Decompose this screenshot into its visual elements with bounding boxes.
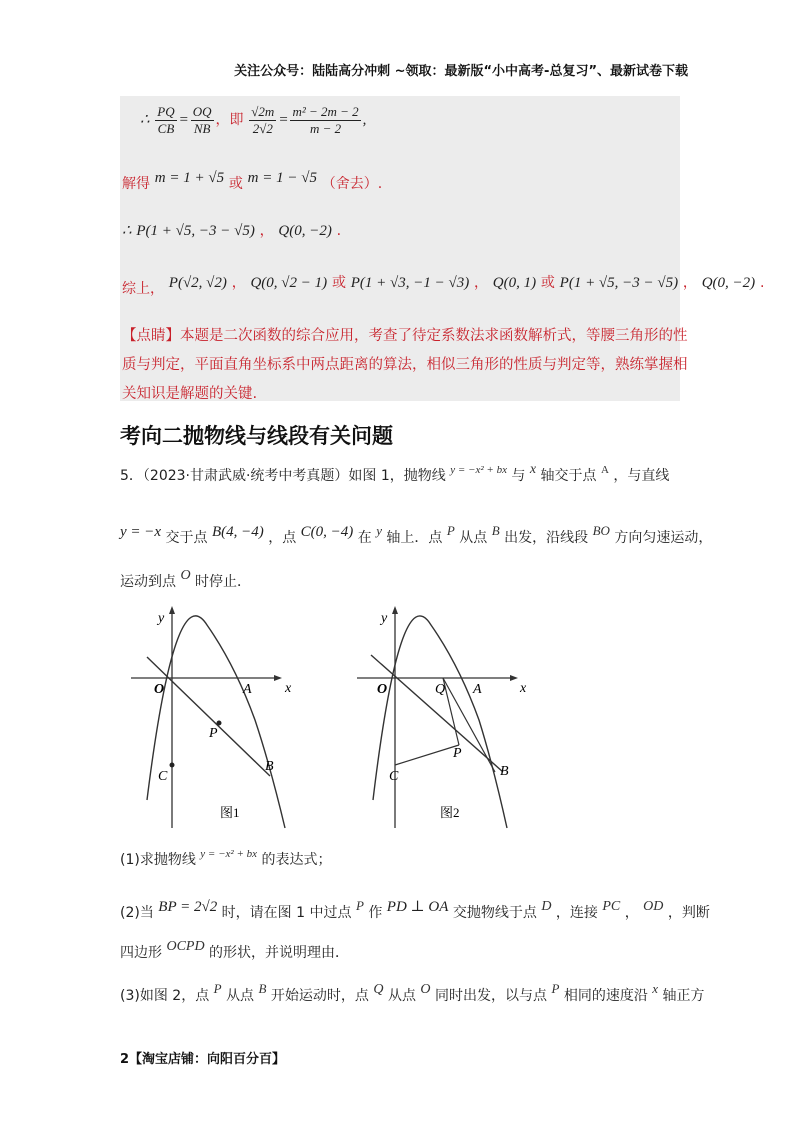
problem-line-3: 运动到点 O 时停止． <box>120 568 252 590</box>
section-title: 考向二抛物线与线段有关问题 <box>120 424 393 448</box>
x-axis-label: x <box>285 681 292 696</box>
label-p: P <box>453 746 462 761</box>
problem-line-2: y = −x 交于点 B(4, −4) ，点 C(0, −4) 在 y 轴上．点 P 从点 B 出发，沿线段 BO 方向匀速运动， <box>120 523 713 546</box>
therefore-symbol: ∴ <box>140 111 150 128</box>
line-y-neg-x <box>147 657 270 776</box>
label-a: A <box>473 682 482 697</box>
x-axis-label: x <box>520 681 527 696</box>
figure-1 <box>125 600 315 830</box>
label-b: B <box>265 759 274 774</box>
label-q: Q <box>435 682 446 697</box>
question-3: (3)如图 2，点 P 从点 B 开始运动时，点 Q 从点 O 同时出发，以与点 P 相同的速度沿 x 轴正方 <box>120 981 705 1004</box>
segment-qp <box>443 678 459 745</box>
question-1: (1)求抛物线 $^{y = -x^2 + bx}$ 的表达式； <box>120 848 332 868</box>
point-c <box>170 763 175 768</box>
fraction-oq-nb: $\frac{OQ}{NB}$ <box>192 104 212 136</box>
solution-line-3: ∴ P(1 + √5, −3 − √5) ， Q(0, −2) . <box>122 223 342 239</box>
parabola-curve <box>147 616 285 828</box>
ji-text: ，即 <box>215 111 244 128</box>
label-c: C <box>158 769 168 784</box>
figure-2 <box>355 600 545 830</box>
solution-line-2: 解得 m = 1 + √5 或 m = 1 − √5 （舍去）. <box>122 170 383 192</box>
page-header: 关注公众号：陆陆高分冲刺 ~领取：最新版“小中高考-总复习”、最新试卷下载 <box>234 64 688 79</box>
label-o: O <box>154 682 165 697</box>
figure-1-caption: 图1 <box>220 805 240 820</box>
fraction-root2m: $\frac{√2m}{2√2}$ <box>251 104 275 136</box>
page-footer: 2【淘宝店铺：向阳百分百】 <box>120 1052 286 1067</box>
solution-line-1: ∴ $\frac{PQ}{CB}$ = $\frac{OQ}{NB}$ ，即 $\frac{√2m}{2√2}$ = $\frac{\text{m² − 2m − 2}}{m - 2}$ , <box>140 104 367 136</box>
y-axis-label: y <box>381 611 388 626</box>
fraction-pq-cb: $\frac{PQ}{CB}$ <box>157 104 175 136</box>
segment-cp <box>395 745 459 765</box>
x-axis-arrow <box>274 675 282 681</box>
x-axis-arrow <box>510 675 518 681</box>
figure-2-caption: 图2 <box>440 805 460 820</box>
key-point-comment: 【点睛】本题是二次函数的综合应用，考查了待定系数法求函数解析式，等腰三角形的性 质与判定，平面直角坐标系中两点距离的算法，相似三角形的性质与判定等，熟练掌握相 关知识是解题的关键. <box>122 328 688 402</box>
label-a: A <box>243 682 252 697</box>
label-p: P <box>209 726 218 741</box>
label-c: C <box>389 769 399 784</box>
question-2: (2)当 BP = 2√2 时，请在图 1 中过点 P 作 PD ⊥ OA 交抛物线于点 D ，连接 PC ， OD ，判断 <box>120 898 710 921</box>
label-o: O <box>377 682 388 697</box>
question-2-continued: 四边形 OCPD 的形状，并说明理由． <box>120 939 350 961</box>
y-axis-arrow <box>169 606 175 614</box>
fraction-quadratic: $\frac{\text{m² − 2m − 2}}{m - 2}$ <box>292 104 359 136</box>
y-axis-arrow <box>392 606 398 614</box>
label-b: B <box>500 764 509 779</box>
problem-line-1: 5．（2023·甘肃武威·统考中考真题）如图 1，抛物线 $^{y = -x^2 + bx}$ 与 x 轴交于点 $^A$ ，与直线 <box>120 462 670 484</box>
line-y-neg-x <box>371 655 503 772</box>
parabola-curve <box>373 616 507 828</box>
point-p <box>217 721 222 726</box>
solution-line-4: 综上， P(√2, √2) ， Q(0, √2 − 1) 或 P(1 + √3, −1 − √3) ， Q(0, 1) 或 P(1 + √5, −3 − √5) ， Q(0, −2) . <box>122 275 765 297</box>
solution-box <box>120 96 765 402</box>
y-axis-label: y <box>158 611 165 626</box>
